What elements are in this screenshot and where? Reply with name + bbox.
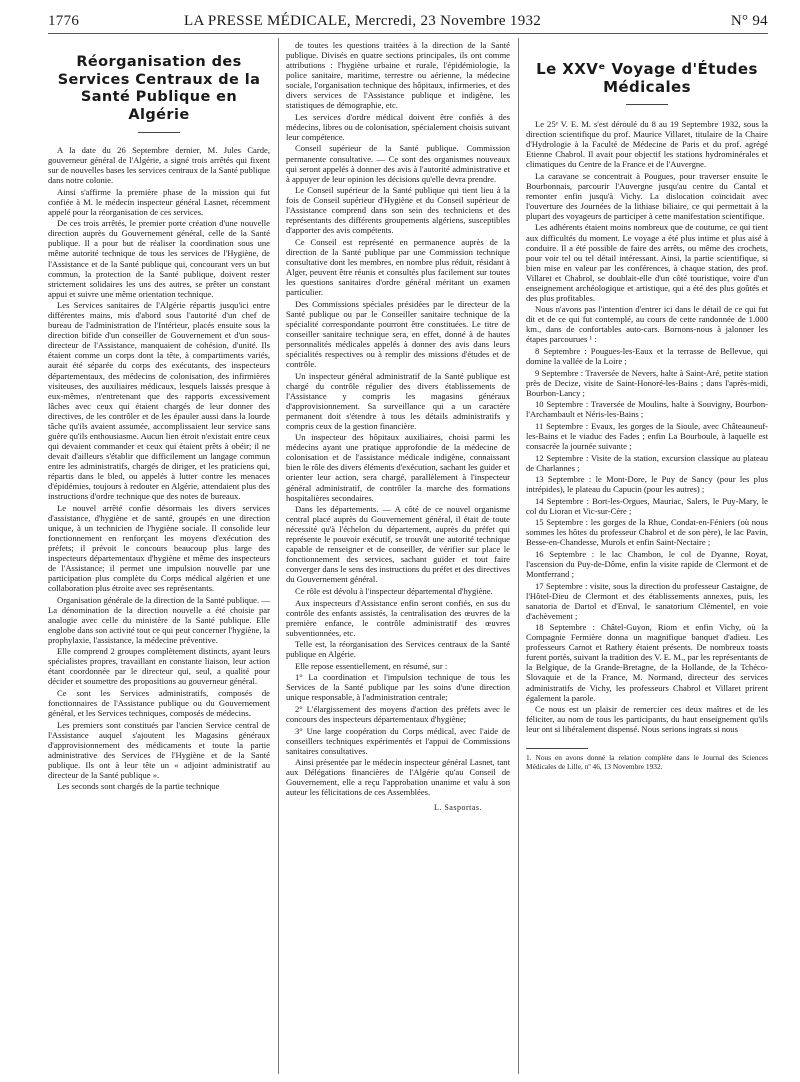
issue-number: N° 94 (730, 13, 768, 29)
column-rule-1 (278, 38, 279, 1074)
footnote-rule (526, 748, 588, 749)
paragraph: 8 Septembre : Pougues-les-Eaux et la terrasse de Bellevue, qui domine la vallée de la Loire ; (526, 346, 768, 367)
paragraph: Aux inspecteurs d'Assistance enfin seront confiés, en sus du contrôle des enfants assistés, la centralisation des œuvres de la première enfance, le contrôle administratif des œuvres subventionnées, etc. (286, 597, 510, 638)
paragraph: Ainsi présentée par le médecin inspecteur général Lasnet, tant aux Délégations financières de l'Algérie qu'au Conseil de Gouvernement, elle a reçu l'approbation unanime et valu à son auteur les félicitations de ces Assemblées. (286, 757, 510, 798)
paragraph: Le Conseil supérieur de la Santé publique qui tient lieu à la fois de Conseil supérieur d'Hygiène et du Conseil supérieur de l'Assistance comprend dans son sein des techniciens et des représentants des différents groupements algériens, susceptibles d'apporter des avis compétents. (286, 185, 510, 236)
paragraph: Organisation générale de la direction de la Santé publique. — La dénomination de la direction nouvelle a été choisie par analogie avec celle du ministère de la Santé publique. Elle englobe dans son activité tout ce qui peut concerner l'hygiène, la prophylaxie, l'assistance, la médecine préventive. (48, 594, 270, 645)
article1-signature: L. Sasportas. (433, 803, 482, 813)
paragraph: Ainsi s'affirme la première phase de la mission qui fut confiée à M. le médecin inspecteur général Lasnet, récemment appelé pour la réorganisation de ces services. (48, 186, 270, 217)
article1-column-2 (286, 40, 510, 1070)
paragraph: 13 Septembre : le Mont-Dore, le Puy de Sancy (pour les plus intrépides), le plateau du Capucin (pour les autres) ; (526, 474, 768, 495)
paragraph: 18 Septembre : Châtel-Guyon, Riom et enfin Vichy, où la Compagnie Fermière donna un magnifique banquet d'adieu. Les professeurs Carnot et Rathery étaient présents. De nombreux toasts furent portés, suivant la tradition des V. E. M., par les représentants de la Belgique, de la Grande-Bretagne, de la Hollande, de la Tchéco-Slovaquie et de la France, M. Normand, directeur des services administratifs de Vichy, les professeurs Chabrol et Villaret prirent également la parole. (526, 622, 768, 703)
paragraph: Un inspecteur général administratif de la Santé publique est chargé du contrôle régulier des divers établissements de l'Assistance y compris les magasins généraux d'approvisionnement. Sa surveillance qui a un caractère permanent doit s'étendre à tous les détails administratifs y compris ceux de la gestion financière. (286, 370, 510, 431)
paragraph: Nous n'avons pas l'intention d'entrer ici dans le détail de ce qui fut dit et de ce qui fut contemplé, au cours de cette randonnée de 1.000 km., dans de confortables auto-cars. Bornons-nous à jalonner les étapes parcourues ¹ : (526, 304, 768, 345)
paragraph: Les seconds sont chargés de la partie technique (57, 781, 220, 792)
paragraph: 3° Une large coopération du Corps médical, avec l'aide de conseillers techniques expérimentés et l'appui de Commissions sanitaires consultatives. (286, 725, 510, 756)
paragraph: Elle comprend 2 groupes complètement distincts, ayant leurs spécialistes propres, travaillant en constante liaison, leur action étant coordonnée par le directeur qui, seul, a qualité pour décider et soumettre des propositions au gouverneur général. (48, 646, 270, 687)
paragraph: Le 25ᵉ V. E. M. s'est déroulé du 8 au 19 Septembre 1932, sous la direction scientifique du prof. Maurice Villaret, titulaire de la Chaire d'Hydrologie à la Faculté de Médecine de Paris et du prof. agrégé Etienne Chabrol. Il avait pour objectif les stations hydrominérales et climatiques du Centre de la France et de l'Auvergne. (526, 119, 768, 170)
paragraph: 1° La coordination et l'impulsion technique de tous les Services de la Santé publique par les soins d'une direction unique responsable, à l'administration centrale; (286, 672, 510, 703)
paragraph: Les premiers sont constitués par l'ancien Service central de l'Assistance auquel s'ajoutent les Magasins généraux d'approvisionnement des médicaments et toute la partie administrative des Services de l'Hygiène et de la Santé publique. Ils ont à leur tête un « adjoint administratif au directeur de la Santé publique ». (48, 719, 270, 780)
paragraph: De ces trois arrêtés, le premier porte création d'une nouvelle direction auprès du Gouvernement général, celle de la Santé publique. Il a pour but de réaliser la coordination sous une même autorité technique de tous les services de l'Hygiène, de l'Assistance et de la Santé publique qui, concourant vers un but commun, la protection de la Santé publique, doivent rester strictement solidaires les uns des autres, se prêter un constant appui et suivre une même orientation technique. (48, 218, 270, 299)
article1-title: Réorganisation des Services Centraux de la Santé Publique en Algérie (57, 54, 261, 123)
title-separator (626, 104, 668, 105)
article2-title: Le XXVᵉ Voyage d'Études Médicales (536, 60, 758, 96)
article2-column (526, 40, 768, 1070)
paragraph: de toutes les questions traitées à la direction de la Santé publique. Divisés en quatre sections principales, ils ont comme attributions : l'hygiène urbaine et rurale, l'épidémiologie, la police sanitaire, maritime, terrestre ou aérienne, la médecine sociale, l'organisation technique des hôpitaux, infirmeries, et des divers services de l'Assistance publique et indigène, les statistiques de démographie, etc. (286, 40, 510, 111)
paragraph: Les adhérents étaient moins nombreux que de coutume, ce qui tient aux difficultés du moment. Le voyage a été plus intime et plus aisé à conduire. Il a été possible de faire des arrêts, ou même des crochets, pour voir tel ou tel détail intéressant. Ainsi, la partie scientifique, si bien mise en valeur par les conférences, à chaque station, des prof. Villaret et Chabrol, se doublait-elle d'un côté touristique, voire d'un enseignement archéologique et artistique, qui a été des plus goûtés et des plus profitables. (526, 222, 768, 303)
paragraph: 10 Septembre : Traversée de Moulins, halte à Souvigny, Bourbon-l'Archambault et Néris-les-Bains ; (526, 399, 768, 420)
paragraph: 15 Septembre : les gorges de la Rhue, Condat-en-Féniers (où nous sommes les hôtes du professeur Chabrol et de son père), le lac Pavin, Besse-en-Chandesse, Murols et enfin Saint-Nectaire ; (526, 517, 768, 548)
paragraph: Le nouvel arrêté confie désormais les divers services d'assistance, d'hygiène et de santé, groupés en une direction unique, à un technicien de l'hygiène sociale. Il consolide leur fonctionnement en renforçant les moyens d'exécution des préfets; il prévoit le concours beaucoup plus large des inspecteurs départementaux d'hygiène et même des inspecteurs de l'Assistance; il permet une impulsion nouvelle par une participation plus complète du Corps médical algérien et une collaboration plus étroite avec ses représentants. (48, 502, 270, 594)
paragraph: 12 Septembre : Visite de la station, excursion classique au plateau de Charlannes ; (526, 452, 768, 473)
article1-col2-body (286, 40, 510, 797)
paragraph: A la date du 26 Septembre dernier, M. Jules Carde, gouverneur général de l'Algérie, a signé trois arrêtés qui fixent sur de nouvelles bases les services centraux de la Santé publique dans notre colonie. (48, 145, 270, 186)
article1-column-1 (48, 40, 270, 1070)
paragraph: 16 Septembre : le lac Chambon, le col de Dyanne, Royat, l'ascension du Puy-de-Dôme, enfin la visite rapide de Clermont et de Montferrand ; (526, 548, 768, 580)
paragraph: Ce sont les Services administratifs, composés de fonctionnaires de l'Assistance publique ou du Gouvernement général, et les Services techniques, composés de médecins. (48, 687, 270, 719)
column-rule-2 (518, 38, 519, 1074)
paragraph: Un inspecteur des hôpitaux auxiliaires, choisi parmi les médecins ayant une pratique approfondie de la médecine de colonisation et de l'assistance médicale indigène, connaissant bien le rôle des divers éléments d'exécution, sachant les guider et orienter leur action, sera chargé, parallèlement à l'inspecteur général administratif, de contrôler la marche des formations hospitalières secondaires. (286, 432, 510, 503)
paragraph: Des Commissions spéciales présidées par le directeur de la Santé publique ou par le Conseiller sanitaire technique de la spécialité correspondante pourront être constituées. Le titre de conseiller sanitaire technique sera, en effet, donné à de hautes personnalités médicales appelés à donner des avis dans leurs spécialités respectives ou à remplir des missions d'études et de contrôle. (286, 298, 510, 369)
paragraph: Dans les départements. — A côté de ce nouvel organisme central placé auprès du Gouvernement général, il était de toute nécessité qu'à l'échelon du département, auprès du préfet qui représente le pouvoir exécutif, se trouvât une autorité technique capable de renseigner et de conseiller, de vérifier sur place le fonctionnement des services, sachant guider et tout faire converger dans le sens des instructions du préfet et des directives du Gouvernement général. (286, 504, 510, 585)
paragraph: 11 Septembre : Evaux, les gorges de la Sioule, avec Châteauneuf-les-Bains et le viaduc des Fades ; enfin La Bourboule, à laquelle est consacrée la journée suivante ; (526, 420, 768, 451)
paragraph: Elle repose essentiellement, en résumé, sur : (295, 660, 448, 671)
article2-body (526, 119, 768, 734)
article1-col1-body (48, 145, 270, 791)
paragraph: 2° L'élargissement des moyens d'action des préfets avec le concours des inspecteurs départementaux d'hygiène; (286, 704, 510, 725)
paragraph: Conseil supérieur de la Santé publique. Commission permanente consultative. — Ce sont des organismes nouveaux qui seront appelés à donner des avis à l'autorité administrative et à appuyer de leur opinion les décisions qu'elle devra prendre. (286, 143, 510, 184)
title-separator (138, 132, 180, 133)
paragraph: Les services d'ordre médical doivent être confiés à des médecins, libres ou de colonisation, spécialement choisis suivant leur compétence. (286, 111, 510, 142)
paragraph: 17 Septembre : visite, sous la direction du professeur Castaigne, de l'Hôtel-Dieu de Clermont et des établissements annexes, puis, les sanatoria de Dartol et d'Enval, le sanatorium Clémentel, en voie d'achèvement ; (526, 580, 768, 621)
paragraph: 9 Septembre : Traversée de Nevers, halte à Saint-Aré, petite station près de Decize, visite de Saint-Honoré-les-Bains ; dans l'après-midi, Bourbon-Lancy ; (526, 367, 768, 398)
paragraph: 14 Septembre : Bort-les-Orgues, Mauriac, Salers, le Puy-Mary, le col du Lioran et Vic-sur-Cère ; (526, 495, 768, 516)
paragraph: Telle est, la réorganisation des Services centraux de la Santé publique en Algérie. (286, 639, 510, 660)
paragraph: Ce Conseil est représenté en permanence auprès de la direction de la Santé publique par une Commission technique consultative dont les membres, en nombre plus réduit, résidant à Alger, peuvent être réunis et consultés plus facilement sur toutes les questions sanitaires d'ordre général méritant un examen particulier. (286, 236, 510, 298)
footnote: 1. Nous en avons donné la relation complète dans le Journal des Sciences Médicales de Lille, nº 46, 13 Novembre 1932. (526, 753, 768, 772)
page-number: 1776 (48, 13, 80, 29)
paragraph: Ce rôle est dévolu à l'inspecteur départemental d'hygiène. (295, 585, 493, 596)
paragraph: Ce nous est un plaisir de remercier ces deux maîtres et de les féliciter, au nom de tous les participants, du haut enseignement qu'ils leur ont si libéralement dispensé. Nous serions ingrats si nous (526, 704, 768, 735)
header-rule (48, 33, 768, 34)
paragraph: Les Services sanitaires de l'Algérie répartis jusqu'ici entre différentes mains, mis d'abord sous l'autorité d'un chef de bureau de l'administration de l'Intérieur, placés ensuite sous la direction bifide d'un conseiller de Gouvernement et d'un sous-directeur de l'Assistance, manquaient de cohésion, d'unité. Ils étaient comme un corps dont la tête, à compartiments variés, aurait été séparée du corps des exécutants, des inspecteurs départementaux, des médecins de colonisation, des infirmières visiteuses, des auxiliaires médicaux, lesquels laissés presque à eux-mêmes, n'entretenant que des rapports excessivement lâches avec ceux qui étaient chargés de leur donner des directives, de les contrôler et de les épauler aussi dans la lourde tâche qu'ils avaient assumée, accomplissaient leur service sans guère qu'ils enthousiasme. Aucun lien étroit n'existait entre ceux qui devaient commander et ceux qui étaient prêts à obéir; il ne devait d'ailleurs s'établir que difficilement un langage commun entre les administratifs, chargés de diriger, et les praticiens qui, répartis dans le bled, ou appelés à lutter contre les menaces d'épidémies, toujours à redouter en Algérie, attendaient plus des instructions d'ordre technique que des notes de bureaux. (48, 300, 270, 502)
journal-title: LA PRESSE MÉDICALE, Mercredi, 23 Novembre 1932 (184, 13, 542, 29)
page-header (48, 10, 768, 32)
paragraph: La caravane se concentrait à Pougues, pour traverser ensuite le Bourbonnais, parcourir l'Auvergne jusqu'au centre du Cantal et remonter enfin jusqu'à Vichy. La dislocation coïncidait avec l'ouverture des Journées de la lithiase biliaire, ce qui permettait à la plupart des voyageurs de participer à cette manifestation scientifique. (526, 170, 768, 221)
